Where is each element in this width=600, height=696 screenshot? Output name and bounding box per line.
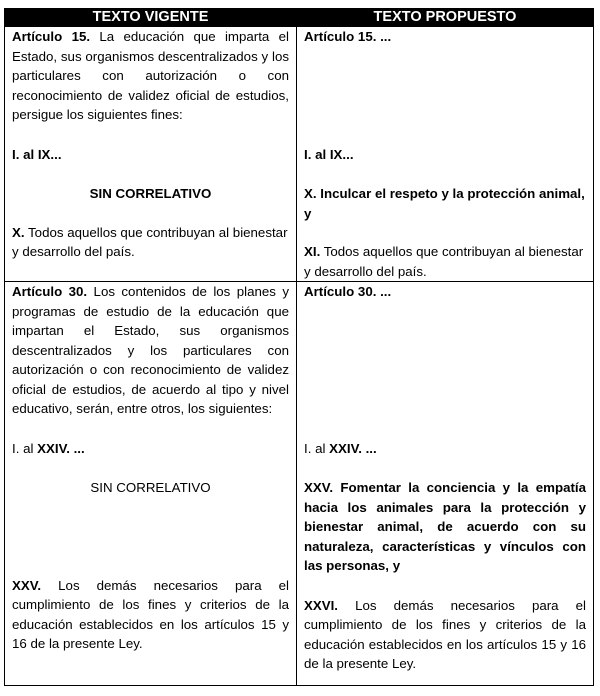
article-15-proposed-intro: Artículo 15. ... xyxy=(304,29,392,44)
article-15-row xyxy=(5,27,594,282)
article-15-current-cell xyxy=(5,27,297,282)
article-30-proposed-range: I. al XXIV. ... xyxy=(304,440,377,456)
article-15-current-final: X. Todos aquellos que contribuyan al bienestar y desarrollo del país. xyxy=(12,224,288,259)
article-30-row xyxy=(5,282,594,686)
article-30-no-correlative: SIN CORRELATIVO xyxy=(90,480,211,495)
article-15-current-intro: Artículo 15. La educación que imparta el Estado, sus organismos descentralizados y los particulares con autorización o con reconocimiento de validez oficial de estudios, persigue los siguientes fines: xyxy=(12,29,289,122)
article-15-no-correlative: SIN CORRELATIVO xyxy=(89,186,212,201)
article-30-proposed-intro: Artículo 30. ... xyxy=(304,284,392,299)
header-current-text: TEXTO VIGENTE xyxy=(5,9,297,27)
header-proposed-text: TEXTO PROPUESTO xyxy=(297,9,594,27)
article-30-current-range: I. al XXIV. ... xyxy=(12,440,85,456)
article-15-new-fraction: X. Inculcar el respeto y la protección animal, y xyxy=(304,186,585,221)
article-15-proposed-range: I. al IX... xyxy=(304,146,354,162)
article-30-current-intro: Artículo 30. Los contenidos de los planes y programas de estudio de la educación que impartan el Estado, sus organismos descentralizados y los particulares con autorización o con reconocimiento de validez oficial de estudios, de acuerdo al tipo y nivel educativo, serán, entre otros, los siguientes: xyxy=(12,284,289,416)
article-30-current-cell xyxy=(5,282,297,686)
comparison-table xyxy=(4,8,594,686)
article-30-proposed-final: XXVI. Los demás necesarios para el cumplimiento de los fines y criterios de la educación establecidos en los artículos 15 y 16 de la presente Ley. xyxy=(304,597,586,671)
article-15-proposed-cell xyxy=(297,27,594,282)
article-30-proposed-cell xyxy=(297,282,594,686)
article-30-new-fraction: XXV. Fomentar la conciencia y la empatía hacia los animales para la protección y bienestar animal, de acuerdo con su naturaleza, características y vínculos con las personas, y xyxy=(304,480,586,573)
header-row xyxy=(5,9,594,27)
article-15-proposed-final: XI. Todos aquellos que contribuyan al bienestar y desarrollo del país. xyxy=(304,244,584,279)
article-15-current-range: I. al IX... xyxy=(12,146,62,162)
article-30-current-final: XXV. Los demás necesarios para el cumplimiento de los fines y criterios de la educación establecidos en los artículos 15 y 16 de la presente Ley. xyxy=(12,577,289,651)
